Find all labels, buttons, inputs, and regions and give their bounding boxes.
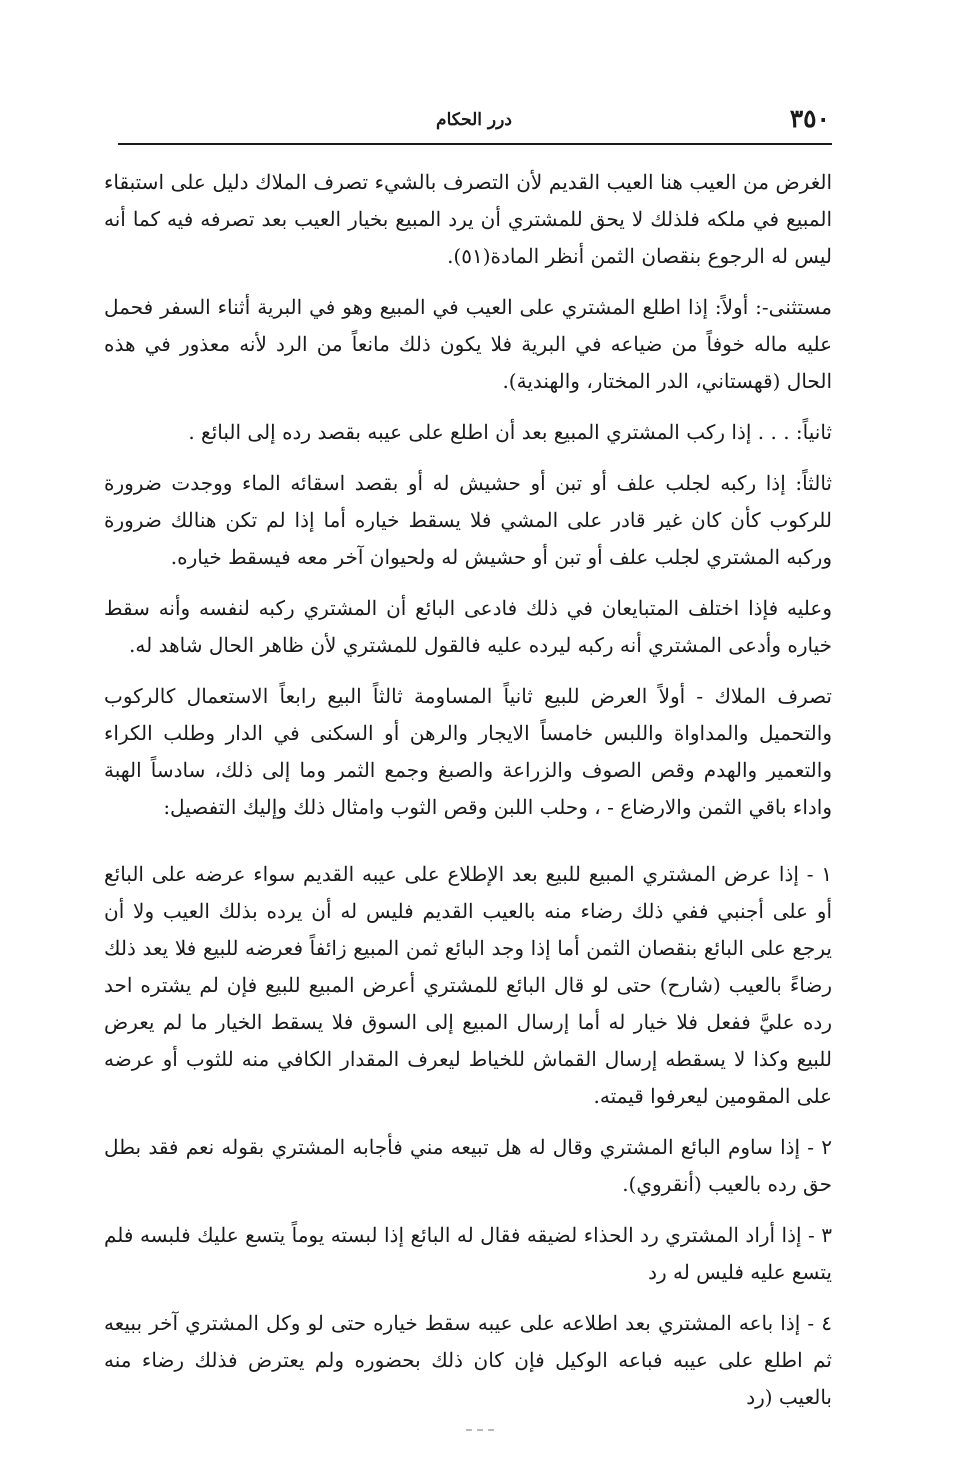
paragraph-exception-second: ثانياً: . . . إذا ركب المشتري المبيع بعد أن اطلع على عيبه بقصد رده إلى البائع . (188, 420, 832, 444)
paragraph-item-2: ٢ - إذا ساوم البائع المشتري وقال له هل تبيعه مني فأجابه المشتري بقوله نعم فقد بطل حق رده بالعيب (أنقروي). (104, 1135, 832, 1196)
page-body (104, 164, 832, 1409)
paragraph-dispute: وعليه فإذا اختلف المتبايعان في ذلك فادعى البائع أن المشتري ركبه لنفسه وأنه سقط خياره وأدعى المشتري أنه ركبه ليرده عليه فالقول للمشتري لأن ظاهر الحال شاهد له. (104, 596, 832, 657)
paragraph-owner-actions: تصرف الملاك - أولاً العرض للبيع ثانياً المساومة ثالثاً البيع رابعاً الاستعمال كالركوب والتحميل والمداواة واللبس خامساً الايجار والرهن أو السكنى في الدار وطلب الكراء والتعمير والهدم وقص الصوف والزراعة والصبغ وجمع الثمر وما إلى ذلك، سادساً الهبة واداء باقي الثمن والارضاع - ، وحلب اللبن وقص الثوب وامثال ذلك وإليك التفصيل: (104, 684, 832, 819)
paragraph-item-1: ١ - إذا عرض المشتري المبيع للبيع بعد الإطلاع على عيبه القديم سواء عرضه على البائع أو على أجنبي ففي ذلك رضاء منه بالعيب القديم فليس له أن يرده بذلك العيب ولا أن يرجع على البائع بنقصان الثمن أما إذا وجد البائع ثمن المبيع زائفاً فعرضه للبيع فلا يعد ذلك رضاءً بالعيب (شارح) حتى لو قال البائع للمشتري أعرض المبيع للبيع فإن لم يشتره احد رده عليَّ ففعل فلا خيار له أما إرسال المبيع إلى السوق فلا يسقط الخيار ما لم يعرض للبيع وكذا لا يسقطه إرسال القماش للخياط ليعرف المقدار الكافي منه للثوب أو عرضه على المقومين ليعرفوا قيمته. (104, 862, 832, 1108)
paragraph-item-4: ٤ - إذا باعه المشتري بعد اطلاعه على عيبه سقط خياره حتى لو وكل المشتري آخر ببيعه ثم اطلع على عيبه فباعه الوكيل فإن كان ذلك بحضوره ولم يعترض فذلك رضاء منه بالعيب (رد (104, 1311, 832, 1409)
paragraph-intro: الغرض من العيب هنا العيب القديم لأن التصرف بالشيء تصرف الملاك دليل على استبقاء المبيع في ملكه فلذلك لا يحق للمشتري أن يرد المبيع بخيار العيب بعد تصرفه فيه كما أنه ليس له الرجوع بنقصان الثمن أنظر المادة(٥١). (104, 170, 832, 268)
paragraph-exception-third: ثالثاً: إذا ركبه لجلب علف أو تبن أو حشيش له أو بقصد اسقائه الماء ووجدت ضرورة للركوب كأن كان غير قادر على المشي فلا يسقط خياره أما إذا لم تكن هنالك ضرورة وركبه المشتري لجلب علف أو تبن أو حشيش له ولحيوان آخر معه فيسقط خياره. (104, 471, 832, 569)
paragraph-item-3: ٣ - إذا أراد المشتري رد الحذاء لضيقه فقال له البائع إذا لبسته يوماً يتسع عليك فلبسه فلم يتسع عليه فليس له رد (104, 1223, 832, 1284)
page-number: ٣٥٠ (789, 104, 830, 133)
footer-smudge (452, 1416, 494, 1419)
running-title: درر الحكام (436, 110, 512, 130)
page-header (118, 104, 830, 142)
paragraph-exception-first: مستثنى-: أولاً: إذا اطلع المشتري على العيب في المبيع وهو في البرية أثناء السفر فحمل عليه ماله خوفاً من ضياعه في البرية فلا يكون ذلك مانعاً من الرد لأنه معذور في هذه الحال (قهستاني، الدر المختار، والهندية). (104, 295, 832, 393)
header-rule (118, 143, 832, 145)
